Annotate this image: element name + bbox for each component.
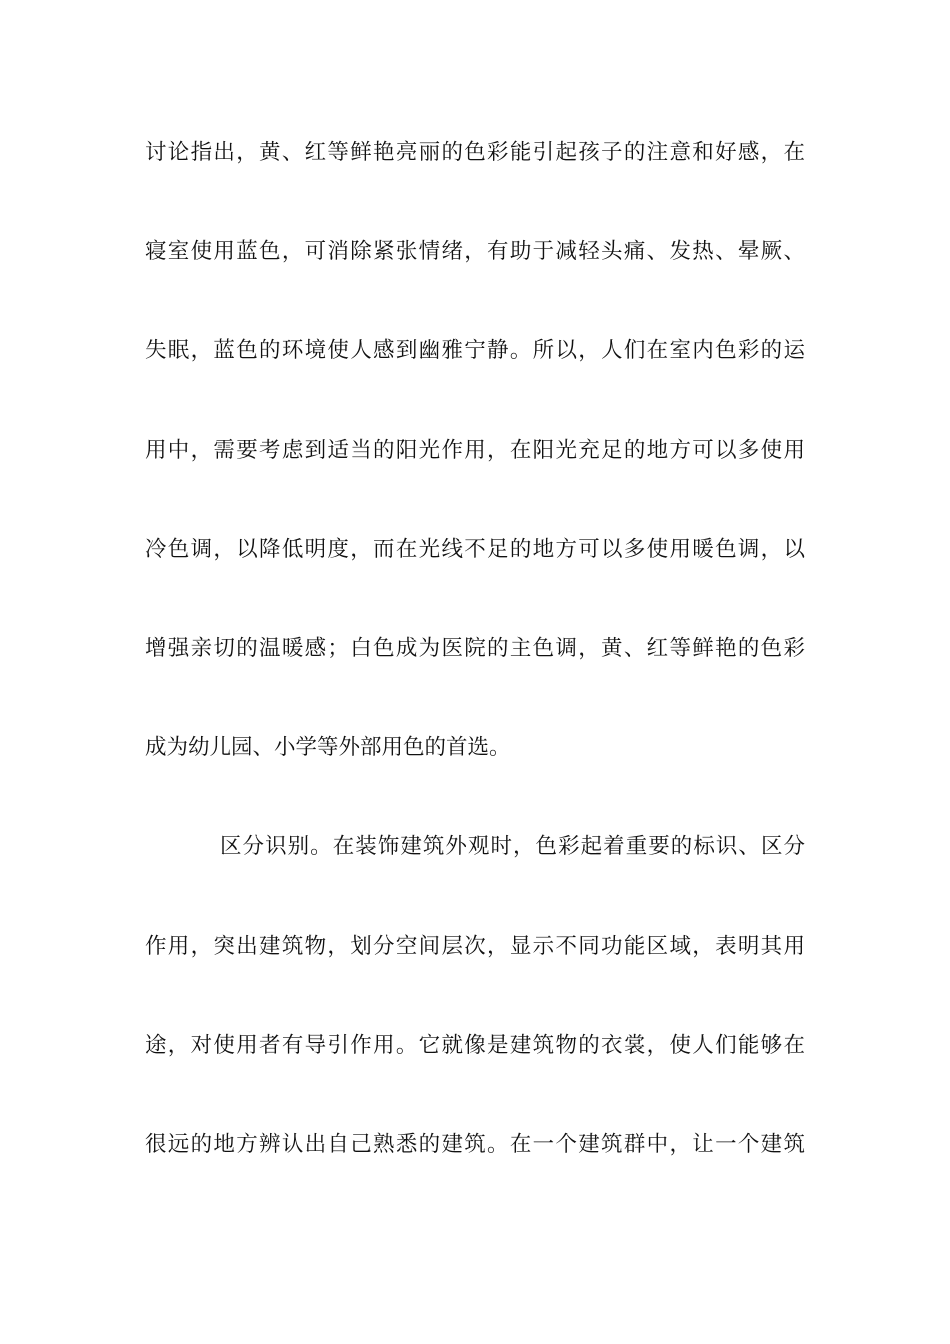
text-line: 作用，突出建筑物，划分空间层次，显示不同功能区域，表明其用 bbox=[145, 933, 805, 959]
text-line: 途，对使用者有导引作用。它就像是建筑物的衣裳，使人们能够在 bbox=[145, 1032, 805, 1058]
paragraph-end-line: 成为幼儿园、小学等外部用色的首选。 bbox=[145, 735, 511, 761]
text-line: 增强亲切的温暖感；白色成为医院的主色调，黄、红等鲜艳的色彩 bbox=[145, 635, 805, 661]
paragraph-start-line: 区分识别。在装饰建筑外观时，色彩起着重要的标识、区分 bbox=[220, 834, 805, 860]
text-line: 很远的地方辨认出自己熟悉的建筑。在一个建筑群中，让一个建筑 bbox=[145, 1131, 805, 1157]
body-text bbox=[145, 128, 805, 1219]
text-line: 寝室使用蓝色，可消除紧张情绪，有助于减轻头痛、发热、晕厥、 bbox=[145, 239, 805, 265]
text-line: 失眠，蓝色的环境使人感到幽雅宁静。所以，人们在室内色彩的运 bbox=[145, 338, 805, 364]
text-line: 冷色调，以降低明度，而在光线不足的地方可以多使用暖色调，以 bbox=[145, 536, 805, 562]
text-line: 讨论指出，黄、红等鲜艳亮丽的色彩能引起孩子的注意和好感，在 bbox=[145, 140, 805, 165]
text-line: 用中，需要考虑到适当的阳光作用，在阳光充足的地方可以多使用 bbox=[145, 437, 805, 463]
